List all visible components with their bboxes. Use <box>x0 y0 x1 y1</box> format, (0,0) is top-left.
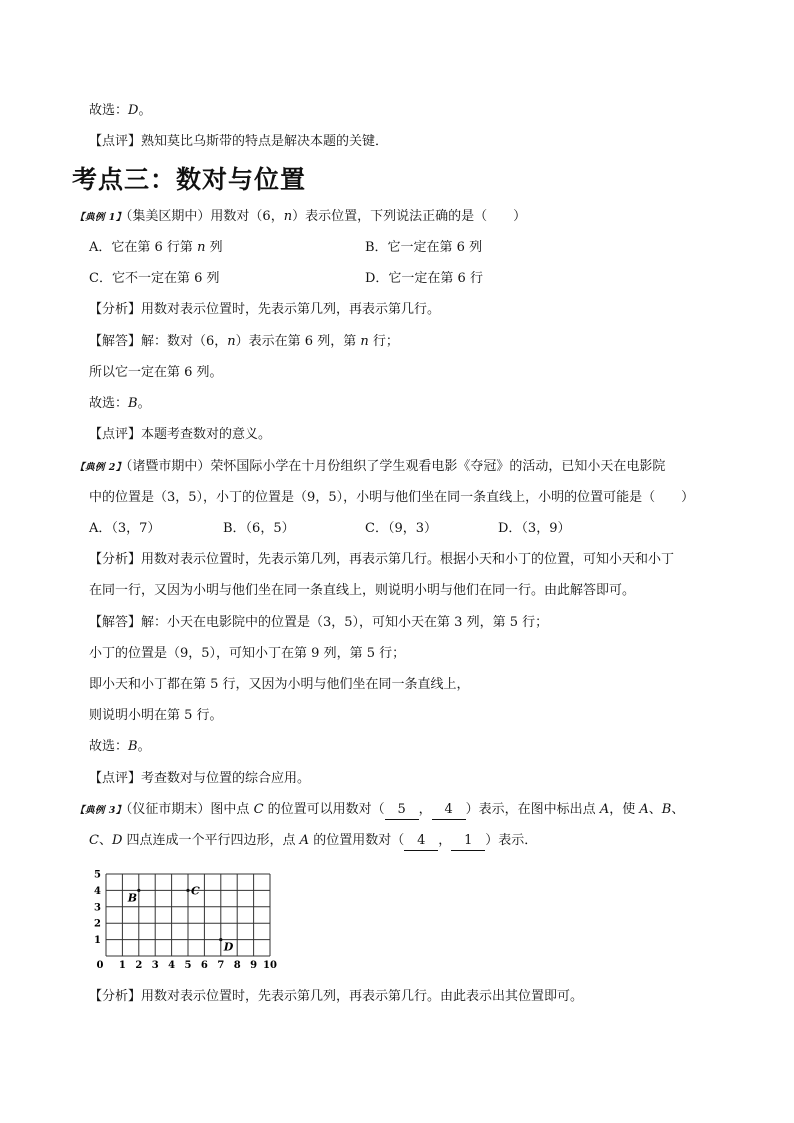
ex3-question <box>75 801 684 820</box>
sol-text: ）表示在第 6 列，第 <box>235 334 361 349</box>
answer-prefix: 故选： <box>89 739 129 754</box>
x-tick-label: 5 <box>184 960 192 971</box>
top-answer-line <box>89 102 151 120</box>
q-text: ，使 <box>609 802 640 817</box>
opt-text: A．它在第 6 行第 <box>89 240 198 255</box>
ex1-option-c: C．它不一定在第 6 列 <box>89 271 220 286</box>
point-b-label: B <box>127 891 138 905</box>
q-text: ）表示． <box>485 833 538 848</box>
x-tick-label: 0 <box>96 960 104 971</box>
ex2-analysis: 【分析】用数对表示位置时，先表示第几列，再表示第几行。根据小天和小丁的位置，可知小天和小丁 <box>89 552 675 567</box>
ex3-question-line2 <box>89 832 537 851</box>
q-var: A <box>599 802 610 817</box>
q-text: 的位置用数对（ <box>309 833 405 848</box>
q-text: ， <box>418 802 432 817</box>
x-tick-label: 4 <box>168 960 176 971</box>
ex1-comment: 【点评】本题考查数对的意义。 <box>89 427 272 442</box>
q-var: C <box>253 802 264 817</box>
coordinate-grid-chart <box>88 862 278 974</box>
q-var: D <box>111 833 123 848</box>
x-tick-label: 3 <box>151 960 159 971</box>
ex1-q-part: （集美区期中）用数对（6， <box>125 209 284 224</box>
q-var: A <box>639 802 649 817</box>
x-tick-label: 8 <box>233 960 241 971</box>
period: 。 <box>138 103 152 118</box>
period: 。 <box>137 739 151 754</box>
y-tick-label: 5 <box>94 869 101 881</box>
q-var: C <box>89 833 99 848</box>
ex2-solution-line3: 即小天和小丁都在第 5 行，又因为小明与他们坐在同一条直线上， <box>89 677 470 692</box>
ex2-q-text: （诸暨市期中）荣怀国际小学在十月份组织了学生观看电影《夺冠》的活动，已知小天在电影院 <box>125 459 666 474</box>
point-c-label: C <box>191 884 200 898</box>
x-tick-label: 6 <box>200 960 208 971</box>
ex2-solution: 【解答】解：小天在电影院中的位置是（3，5），可知小天在第 3 列，第 5 行； <box>89 615 549 630</box>
ex3-analysis: 【分析】用数对表示位置时，先表示第几列，再表示第几行。由此表示出其位置即可。 <box>89 989 584 1004</box>
q-text: 的位置可以用数对（ <box>263 802 385 817</box>
sol-var: n <box>227 334 236 349</box>
answer-letter: B <box>128 739 138 754</box>
y-tick-label: 3 <box>94 902 101 914</box>
point-d-marker <box>219 938 222 941</box>
ex2-option-d: D．（3，9） <box>498 521 571 536</box>
q-var: B <box>661 802 672 817</box>
y-tick-label: 4 <box>94 885 101 897</box>
answer-blank-2: 4 <box>432 801 466 820</box>
sol-var: n <box>360 334 369 349</box>
ex3-tag: 【典例 3】 <box>75 805 126 816</box>
q-text: 、 <box>671 802 685 817</box>
ex1-answer <box>89 395 151 413</box>
ex1-question <box>75 208 526 227</box>
ex2-question-line2: 中的位置是（3，5），小丁的位置是（9，5），小明与他们坐在同一条直线上，小明的位置可能是（ ） <box>89 490 695 505</box>
ex1-option-a <box>89 239 223 257</box>
x-tick-label: 10 <box>263 960 277 971</box>
q-var: A <box>299 833 310 848</box>
point-b-marker <box>137 889 140 892</box>
q-text: ， <box>438 833 452 848</box>
answer-prefix: 故选： <box>89 103 129 118</box>
sol-text: 【解答】解：数对（6， <box>89 334 228 349</box>
ex2-option-b: B．（6，5） <box>223 521 295 536</box>
ex2-solution-line4: 则说明小明在第 5 行。 <box>89 708 223 723</box>
answer-letter: D <box>128 103 139 118</box>
x-tick-label: 7 <box>217 960 225 971</box>
ex1-option-d: D．它一定在第 6 行 <box>365 271 483 286</box>
ex1-q-part: ）表示位置，下列说法正确的是（ ） <box>292 209 527 224</box>
ex2-answer <box>89 738 151 756</box>
ex1-analysis: 【分析】用数对表示位置时，先表示第几列，再表示第几行。 <box>89 302 441 317</box>
point-d-label: D <box>223 940 234 954</box>
answer-prefix: 故选： <box>89 396 129 411</box>
answer-blank-4: 1 <box>451 832 485 851</box>
ex2-option-a: A．（3，7） <box>89 521 161 536</box>
section-title: 考点三：数对与位置 <box>72 165 307 194</box>
ex2-analysis-line2: 在同一行，又因为小明与他们坐在同一条直线上，则说明小明与他们在同一行。由此解答即可。 <box>89 583 636 598</box>
ex2-comment: 【点评】考查数对与位置的综合应用。 <box>89 771 311 786</box>
answer-blank-3: 4 <box>404 832 438 851</box>
ex1-solution <box>89 333 399 351</box>
q-text: 四点连成一个平行四边形，点 <box>122 833 300 848</box>
y-tick-label: 1 <box>94 935 101 947</box>
q-text: （仪征市期末）图中点 <box>125 802 254 817</box>
x-tick-label: 1 <box>118 960 126 971</box>
top-comment: 【点评】熟知莫比乌斯带的特点是解决本题的关键． <box>89 134 389 149</box>
opt-text: 列 <box>205 240 223 255</box>
period: 。 <box>137 396 151 411</box>
point-c-marker <box>186 889 189 892</box>
ex2-solution-line2: 小丁的位置是（9，5），可知小丁在第 9 列，第 5 行； <box>89 646 406 661</box>
x-tick-label: 9 <box>250 960 258 971</box>
ex1-tag: 【典例 1】 <box>75 212 126 223</box>
q-text: 、 <box>98 833 112 848</box>
ex1-solution-line2: 所以它一定在第 6 列。 <box>89 365 223 380</box>
answer-blank-1: 5 <box>385 801 419 820</box>
opt-var: n <box>197 240 206 255</box>
q-text: 、 <box>648 802 662 817</box>
ex2-option-c: C．（9，3） <box>365 521 437 536</box>
ex1-q-var: n <box>283 209 293 224</box>
x-tick-label: 2 <box>135 960 143 971</box>
answer-letter: B <box>128 396 138 411</box>
ex1-option-b: B．它一定在第 6 列 <box>365 240 483 255</box>
sol-text: 行； <box>368 334 399 349</box>
y-tick-label: 2 <box>94 918 101 930</box>
q-text: ）表示，在图中标出点 <box>465 802 600 817</box>
ex2-tag: 【典例 2】 <box>75 462 126 473</box>
ex2-question <box>75 458 665 477</box>
